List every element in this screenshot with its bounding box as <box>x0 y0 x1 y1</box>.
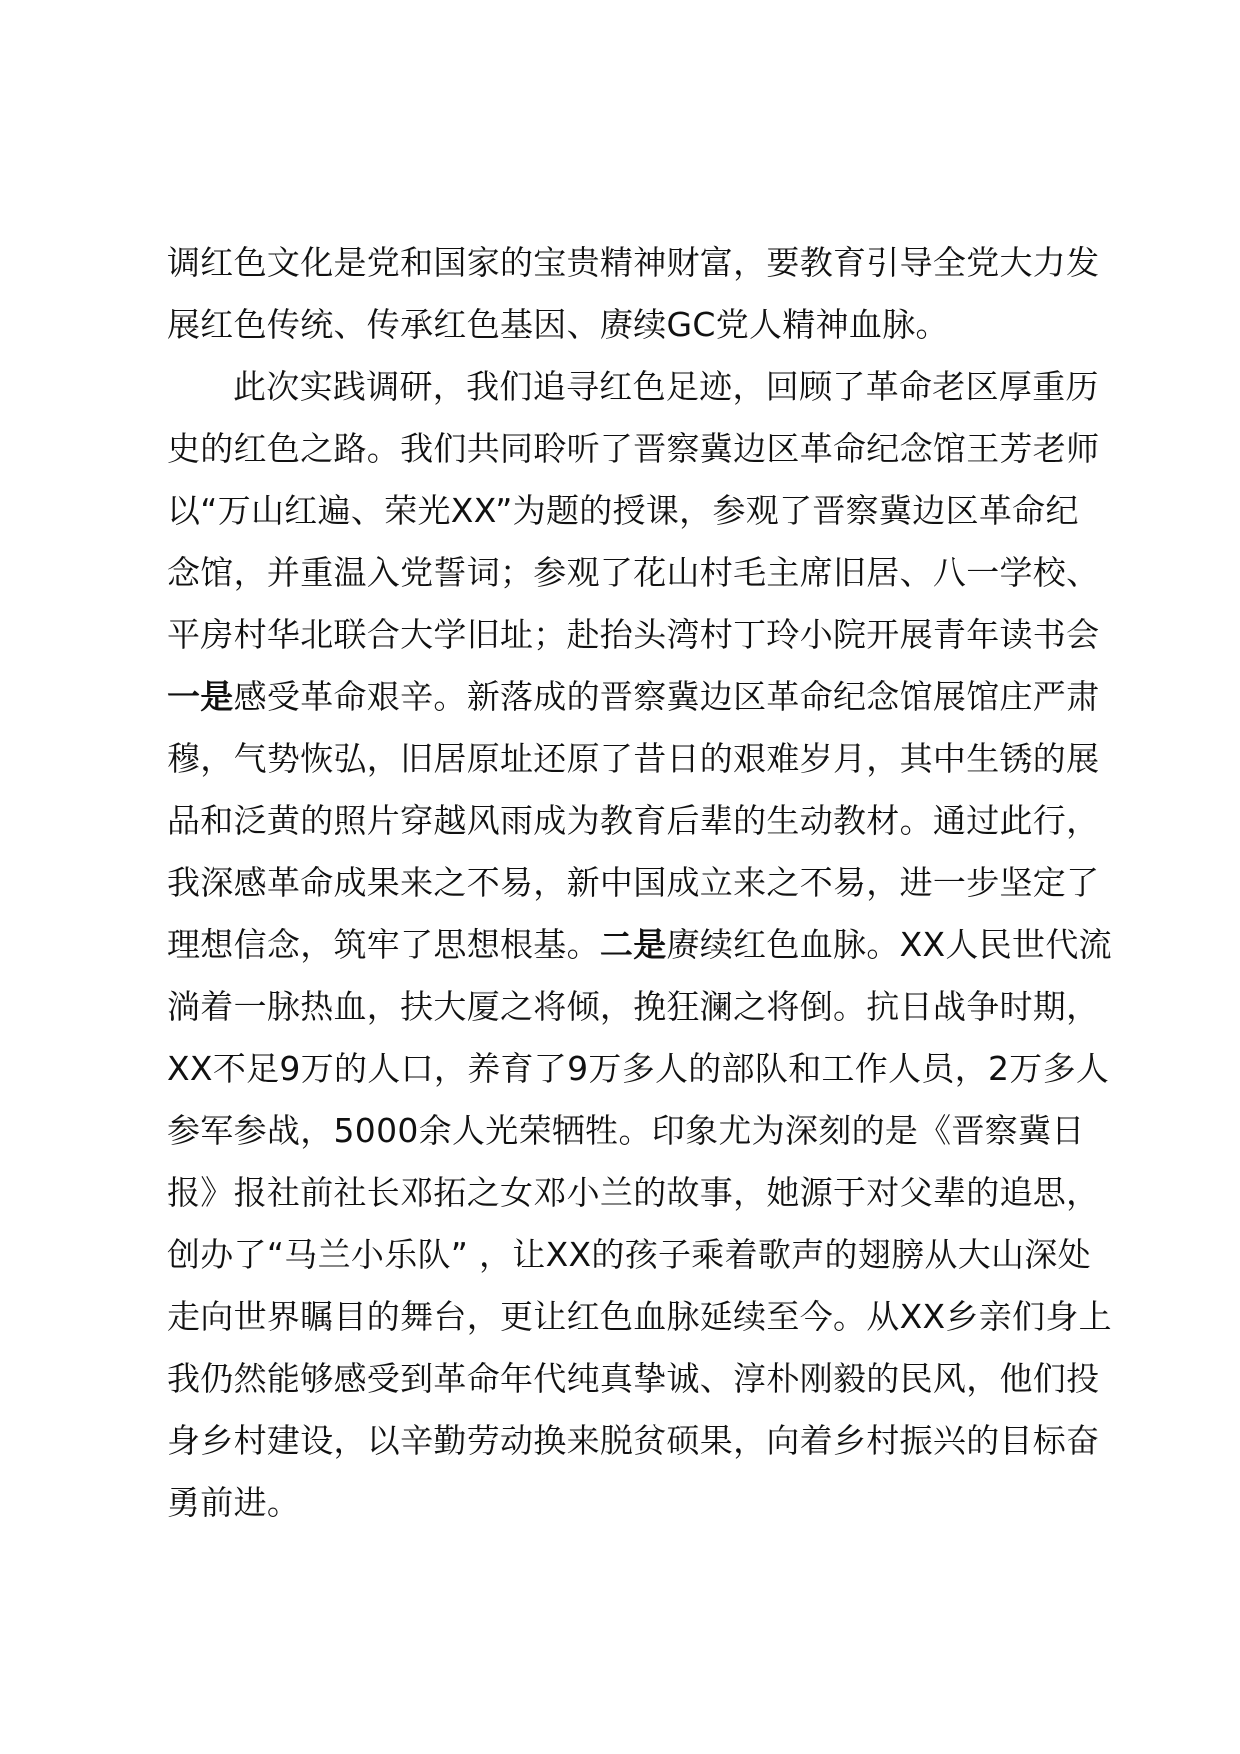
text-line <box>167 232 1117 294</box>
text-line <box>167 852 1117 914</box>
line-text: 我仍然能够感受到革命年代纯真挚诚、淳朴刚毅的民风，他们投 <box>167 1359 1100 1398</box>
text-line <box>167 728 1117 790</box>
bold-lead-text: 一是 <box>167 677 234 716</box>
text-line <box>167 1348 1117 1410</box>
line-text: 此次实践调研，我们追寻红色足迹，回顾了革命老区厚重历 <box>233 367 1099 406</box>
text-line <box>167 790 1117 852</box>
text-line <box>167 356 1117 418</box>
line-text: 理想信念，筑牢了思想根基。 <box>167 925 600 964</box>
text-line <box>167 542 1117 604</box>
line-text: 我深感革命成果来之不易，新中国成立来之不易，进一步坚定了 <box>167 863 1100 902</box>
text-line <box>167 418 1117 480</box>
line-text: 以“万山红遍、荣光XX”为题的授课，参观了晋察冀边区革命纪 <box>167 491 1079 530</box>
line-text: 身乡村建设，以辛勤劳动换来脱贫硕果，向着乡村振兴的目标奋 <box>167 1421 1100 1460</box>
line-text: 创办了“马兰小乐队” ，让XX的孩子乘着歌声的翅膀从大山深处 <box>167 1235 1091 1274</box>
line-text: 平房村华北联合大学旧址；赴抬头湾村丁玲小院开展青年读书会 <box>167 615 1100 654</box>
text-line <box>167 914 1117 976</box>
line-text: 展红色传统、传承红色基因、赓续GC党人精神血脉。 <box>167 305 949 344</box>
text-line <box>167 1162 1117 1224</box>
line-text: 念馆，并重温入党誓词；参观了花山村毛主席旧居、八一学校、 <box>167 553 1100 592</box>
text-line <box>167 1038 1117 1100</box>
text-line <box>167 1100 1117 1162</box>
text-line <box>167 294 1117 356</box>
text-line <box>167 976 1117 1038</box>
document-body <box>167 232 1117 1534</box>
text-line <box>167 1410 1117 1472</box>
text-line <box>167 666 1117 728</box>
line-text: 报》报社前社长邓拓之女邓小兰的故事，她源于对父辈的追思， <box>167 1173 1100 1212</box>
line-text: XX不足9万的人口，养育了9万多人的部队和工作人员，2万多人 <box>167 1049 1110 1088</box>
line-text: 参军参战，5000余人光荣牺牲。印象尤为深刻的是《晋察冀日 <box>167 1111 1085 1150</box>
line-text: 走向世界瞩目的舞台，更让红色血脉延续至今。从XX乡亲们身上 <box>167 1297 1112 1336</box>
line-text: 赓续红色血脉。XX人民世代流 <box>666 925 1112 964</box>
text-line <box>167 1286 1117 1348</box>
line-text: 调红色文化是党和国家的宝贵精神财富，要教育引导全党大力发 <box>167 243 1100 282</box>
text-line <box>167 604 1117 666</box>
line-text: 勇前进。 <box>167 1483 301 1522</box>
line-text: 品和泛黄的照片穿越风雨成为教育后辈的生动教材。通过此行， <box>167 801 1100 840</box>
text-line <box>167 1224 1117 1286</box>
text-line <box>167 480 1117 542</box>
line-text: 感受革命艰辛。新落成的晋察冀边区革命纪念馆展馆庄严肃 <box>233 677 1100 716</box>
bold-lead-text: 二是 <box>599 925 667 964</box>
line-text: 淌着一脉热血，扶大厦之将倾，挽狂澜之将倒。抗日战争时期， <box>167 987 1100 1026</box>
line-text: 史的红色之路。我们共同聆听了晋察冀边区革命纪念馆王芳老师 <box>167 429 1100 468</box>
text-line <box>167 1472 1117 1534</box>
line-text: 穆，气势恢弘，旧居原址还原了昔日的艰难岁月，其中生锈的展 <box>167 739 1100 778</box>
